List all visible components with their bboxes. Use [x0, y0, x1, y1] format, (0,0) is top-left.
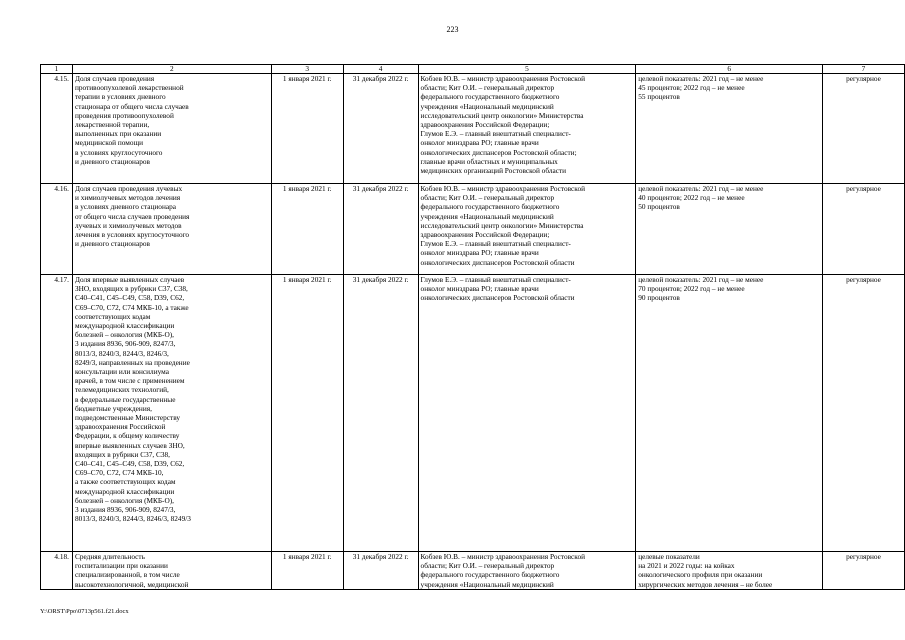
header-row [41, 65, 905, 74]
responsible-cell: Глумов Е.Э. – главный внештатный специалист- онколог минздрава РО; главные врачи онкологических диспансеров Ростовской области [418, 275, 636, 552]
header-cell: 6 [636, 65, 823, 74]
indicator-cell: Доля случаев проведения противоопухолевой лекарственной терапии в условиях дневного стационара от общего числа случаев проведения противоопухолевой лекарственной терапии, выполненных при оказании медицинской помощи в условиях круглосуточного и дневного стационаров [72, 74, 271, 184]
header-cell: 5 [418, 65, 636, 74]
target-cell: целевой показатель: 2021 год – не менее 40 процентов; 2022 год – не менее 50 процентов [636, 184, 823, 275]
table-row [41, 275, 905, 552]
target-cell: целевые показатели на 2021 и 2022 годы: на койках онкологического профиля при оказании хирургических методов лечения – не более [636, 552, 823, 590]
plan-table [40, 64, 905, 590]
responsible-cell: Кобзев Ю.В. – министр здравоохранения Ростовской области; Кит О.И. – генеральный директор федерального государственного бюджетного учреждения «Национальный медицинский исследовательский центр онкологии» Министерства здравоохранения Российской Федерации; Глумов Е.Э. – главный внештатный специалист- онколог минздрава РО; главные врачи онкологических диспансеров Ростовской области; главные врачи областных и муниципальных медицинских организаций Ростовской области [418, 74, 636, 184]
header-cell: 4 [343, 65, 418, 74]
indicator-cell: Средняя длительность госпитализации при оказании специализированной, в том числе высокотехнологичной, медицинской [72, 552, 271, 590]
table-row [41, 74, 905, 184]
frequency-cell: регулярное [823, 184, 905, 275]
target-cell: целевой показатель: 2021 год – не менее 70 процентов; 2022 год – не менее 90 процентов [636, 275, 823, 552]
end-date-cell: 31 декабря 2022 г. [343, 275, 418, 552]
header-cell: 7 [823, 65, 905, 74]
frequency-cell: регулярное [823, 74, 905, 184]
start-date-cell: 1 января 2021 г. [271, 184, 343, 275]
header-cell: 3 [271, 65, 343, 74]
indicator-cell: Доля впервые выявленных случаев ЗНО, входящих в рубрики С37, С38, С40–С41, С45–С49, С58, D39, С62, С69–С70, С72, С74 МКБ-10, а также соответствующих кодам международной классификации болезней – онкология (МКБ-О), 3 издания 8936, 906-909, 8247/3, 8013/3, 8240/3, 8244/3, 8246/3, 8249/3, направленных на проведение консультации или консилиума врачей, в том числе с применением телемедицинских технологий, в федеральные государственные бюджетные учреждения, подведомственные Министерству здравоохранения Российской Федерации, к общему количеству впервые выявленных случаев ЗНО, входящих в рубрики С37, С38, С40–С41, С45–С49, С58, D39, С62, С69–С70, С72, С74 МКБ-10, а также соответствующих кодам международной классификации болезней – онкология (МКБ-О), 3 издания 8936, 906-909, 8247/3, 8013/3, 8240/3, 8244/3, 8246/3, 8249/3 [72, 275, 271, 552]
frequency-cell: регулярное [823, 275, 905, 552]
end-date-cell: 31 декабря 2022 г. [343, 552, 418, 590]
start-date-cell: 1 января 2021 г. [271, 275, 343, 552]
start-date-cell: 1 января 2021 г. [271, 552, 343, 590]
header-cell: 1 [41, 65, 73, 74]
end-date-cell: 31 декабря 2022 г. [343, 74, 418, 184]
row-number: 4.18. [41, 552, 73, 590]
table-row [41, 552, 905, 590]
indicator-cell: Доля случаев проведения лучевых и химиолучевых методов лечения в условиях дневного стационара от общего числа случаев проведения лучевых и химиолучевых методов лечения в условиях круглосуточного и дневного стационаров [72, 184, 271, 275]
end-date-cell: 31 декабря 2022 г. [343, 184, 418, 275]
row-number: 4.15. [41, 74, 73, 184]
row-number: 4.17. [41, 275, 73, 552]
file-path-footer: Y:\ORST\Ppo\0713p561.f21.docx [40, 608, 129, 615]
target-cell: целевой показатель: 2021 год – не менее 45 процентов; 2022 год – не менее 55 процентов [636, 74, 823, 184]
table-row [41, 184, 905, 275]
header-cell: 2 [72, 65, 271, 74]
responsible-cell: Кобзев Ю.В. – министр здравоохранения Ростовской области; Кит О.И. – генеральный директор федерального государственного бюджетного учреждения «Национальный медицинский исследовательский центр онкологии» Министерства здравоохранения Российской Федерации; Глумов Е.Э. – главный внештатный специалист- онколог минздрава РО; главные врачи онкологических диспансеров Ростовской области [418, 184, 636, 275]
page-number: 223 [446, 25, 459, 34]
responsible-cell: Кобзев Ю.В. – министр здравоохранения Ростовской области; Кит О.И. – генеральный директор федерального государственного бюджетного учреждения «Национальный медицинский [418, 552, 636, 590]
row-number: 4.16. [41, 184, 73, 275]
start-date-cell: 1 января 2021 г. [271, 74, 343, 184]
frequency-cell: регулярное [823, 552, 905, 590]
